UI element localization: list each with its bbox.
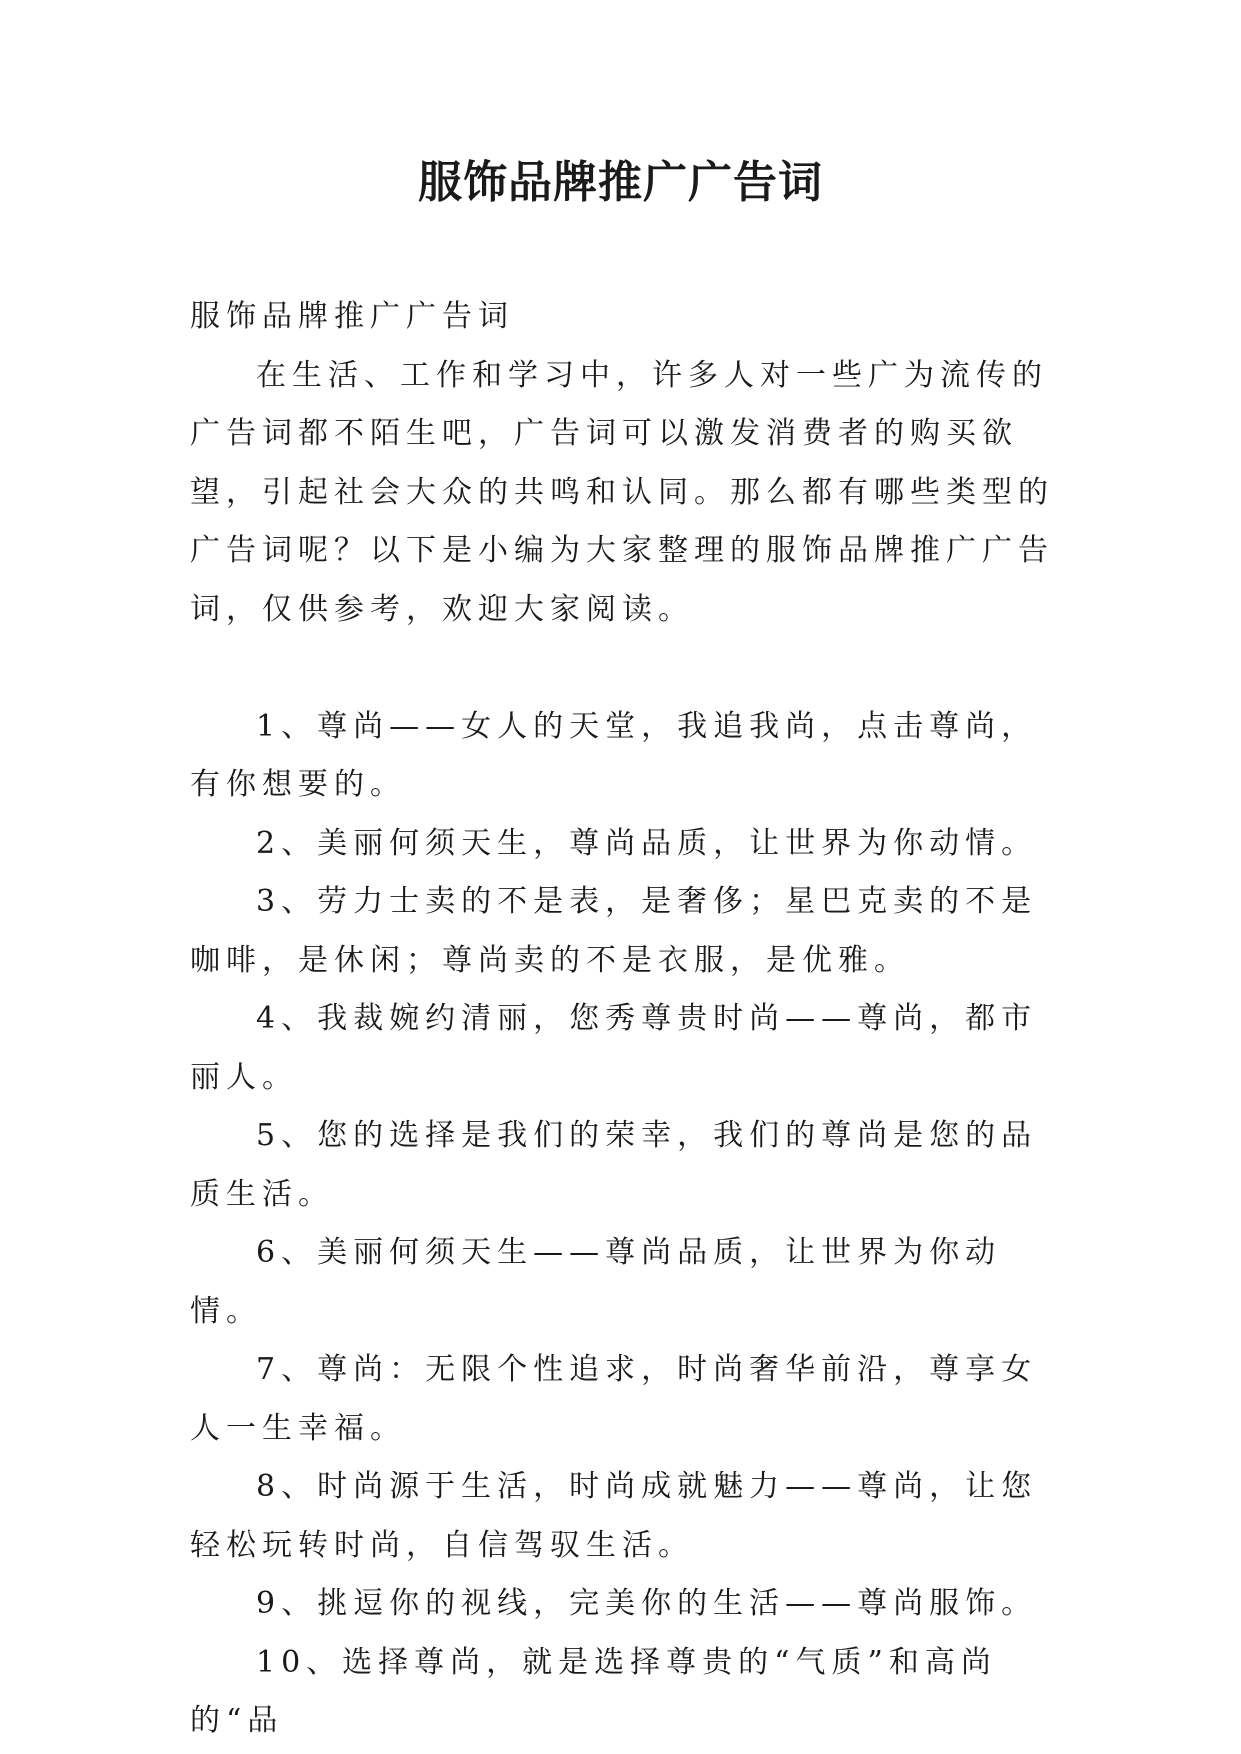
slogan-item: 1、尊尚——女人的天堂，我追我尚，点击尊尚，有你想要的。 [190,708,1038,802]
document-subtitle: 服饰品牌推广广告词 [190,299,514,334]
document-title: 服饰品牌推广广告词 [418,157,823,208]
slogan-item: 5、您的选择是我们的荣幸，我们的尊尚是您的品质生活。 [190,1118,1038,1212]
slogan-item: 2、美丽何须天生，尊尚品质，让世界为你动情。 [256,825,1038,861]
slogan-item: 8、时尚源于生活，时尚成就魅力——尊尚，让您轻松玩转时尚，自信驾驭生活。 [190,1469,1038,1563]
slogan-item: 9、挑逗你的视线，完美你的生活——尊尚服饰。 [256,1586,1038,1621]
slogan-item: 3、劳力士卖的不是表，是奢侈；星巴克卖的不是咖啡，是休闲；尊尚卖的不是衣服，是优雅。 [190,884,1038,978]
intro-paragraph: 在生活、工作和学习中，许多人对一些广为流传的广告词都不陌生吧，广告词可以激发消费者的购买欲望，引起社会大众的共鸣和认同。那么都有哪些类型的广告词呢？以下是小编为大家整理的服饰品牌推广广告词，仅供参考，欢迎大家阅读。 [190,357,1054,627]
paragraph-spacer [190,639,1055,698]
slogan-item: 10、选择尊尚，就是选择尊贵的“气质”和高尚的“品 [190,1644,997,1738]
slogan-item: 4、我裁婉约清丽，您秀尊贵时尚——尊尚，都市丽人。 [190,1001,1038,1095]
slogan-item: 7、尊尚：无限个性追求，时尚奢华前沿，尊享女人一生幸福。 [190,1352,1038,1446]
document-body [190,288,1055,1751]
slogan-item: 6、美丽何须天生——尊尚品质，让世界为你动情。 [190,1235,1002,1329]
